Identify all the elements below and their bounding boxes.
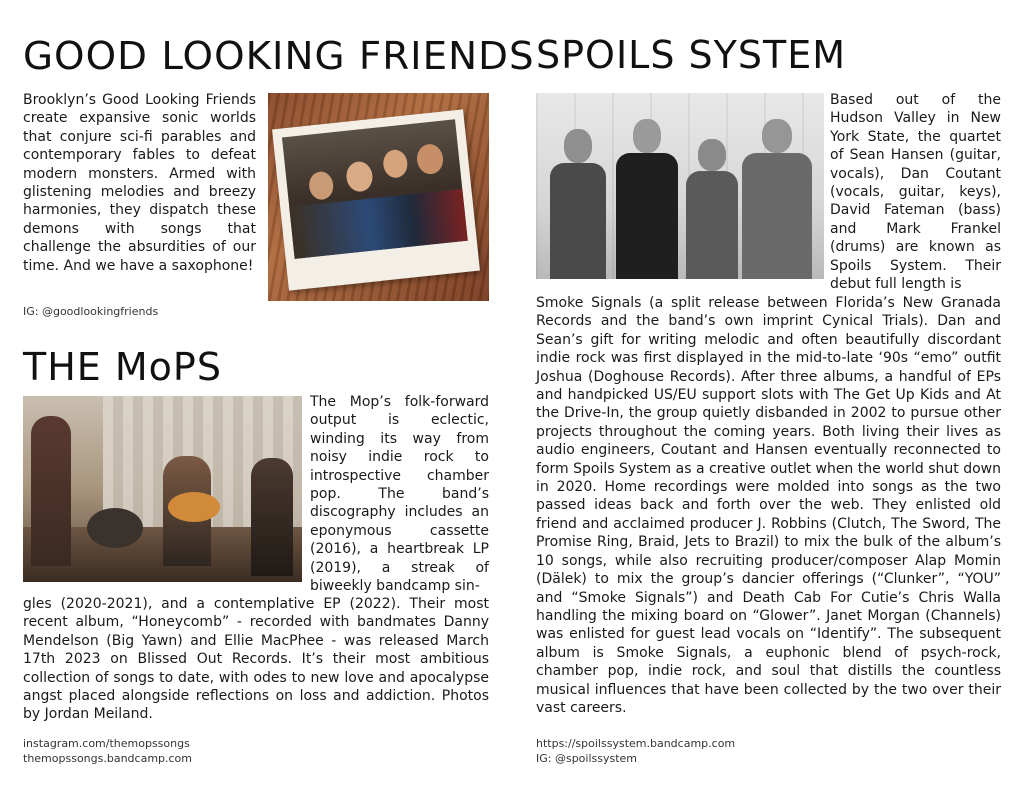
band-member-face [382, 149, 409, 179]
band-member-face [345, 160, 374, 193]
band-member-head [698, 139, 726, 171]
the-mops-title: THE MoPS [23, 345, 222, 389]
good-looking-friends-photo [268, 93, 489, 301]
good-looking-friends-instagram: IG: @goodlookingfriends [23, 305, 159, 318]
the-mops-bandcamp-link[interactable]: themopssongs.bandcamp.com [23, 752, 193, 765]
the-mops-body: gles (2020-2021), and a contemplative EP (2022). Their most recent album, “Honeycomb” - recorded with bandmates Danny Mendelson (Big Yawn) and Ellie MacPhee - was released March 17th 2023 on Blissed Out Records. It’s their most ambitious collection of songs to date, with odes to new love and apocalypse angst placed alongside reflections on loss and addiction. Photos by Jordan Meiland. [23, 596, 489, 723]
spoils-system-bandcamp-link[interactable]: https://spoilssystem.bandcamp.com [536, 737, 736, 750]
band-member-head [762, 119, 792, 153]
band-clothing [289, 189, 467, 259]
band-member-head [633, 119, 661, 153]
spoils-system-links [536, 736, 735, 766]
band-member-body [742, 153, 812, 279]
band-member-figure [616, 119, 678, 279]
band-member-face [416, 143, 445, 176]
violinist-figure [31, 416, 71, 566]
band-member-figure [742, 119, 812, 279]
the-mops-instagram-link[interactable]: instagram.com/themopssongs [23, 737, 190, 750]
bassist-figure [251, 458, 293, 576]
spoils-system-instagram-link[interactable]: IG: @spoilssystem [536, 752, 638, 765]
acoustic-guitar [168, 492, 220, 522]
polaroid-print [272, 109, 480, 290]
band-member-head [564, 129, 592, 163]
band-member-body [686, 171, 738, 279]
the-mops-photo [23, 396, 302, 582]
spoils-system-body: Smoke Signals (a split release between Florida’s New Granada Records and the band’s own imprint Cynical Trials). Dan and Sean’s gift for writing melodic and often beautifully discordant indie rock was first displayed in the mid-to-late ‘90s “emo” outfit Joshua (Doghouse Records). After three albums, a handful of EPs and handpicked US/EU support slots with The Get Up Kids and At the Drive-In, the group quietly disbanded in 2002 to pursue other projects throughout the coming years. Both living their lives as audio engineers, Coutant and Hansen eventually reconnected to form Spoils System as a creative outlet when the world shut down in 2020. Home recordings were molded into songs as the two passed ideas back and forth over the web. They enlisted old friend and acclaimed producer J. Robbins (Clutch, The Sword, The Promise Ring, Braid, Jets to Brazil) to mix the bulk of the album’s 10 songs, while also recruiting producer/composer Alap Momin (Dälek) to mix the group’s dancier offerings (“Clunker”, “YOU” and “Smoke Signals”) and Death Cab For Cutie’s Chris Walla handling the mixing board on “Glower”. Janet Morgan (Channels) was enlisted for guest lead vocals on “Identify”. The subsequent album is Smoke Signals, a euphonic blend of psych-rock, chamber pop, indie rock, and soul that distills the countless musical influences that have been collected by the two over their vast careers. [536, 295, 1001, 716]
spoils-system-photo [536, 93, 824, 279]
good-looking-friends-body: Brooklyn’s Good Looking Friends create expansive sonic worlds that conjure sci-fi parables and contemporary fables to defeat modern monsters. Armed with glistening melodies and breezy harmonies, they dispatch these demons with songs that challenge the absurdities of our time. And we have a saxophone! [23, 92, 256, 274]
band-member-figure [686, 139, 738, 279]
polaroid-image [282, 119, 468, 259]
the-mops-body-side: The Mop’s folk-forward output is eclectic, winding its way from noisy indie rock to introspective chamber pop. The band’s discography includes an eponymous cassette (2016), a heartbreak LP (2019), a streak of biweekly bandcamp sin- [310, 394, 489, 595]
spoils-system-title: SPOILS SYSTEM [536, 33, 846, 77]
band-member-body [616, 153, 678, 279]
band-member-figure [550, 129, 606, 279]
good-looking-friends-title: GOOD LOOKING FRIENDS [23, 34, 535, 78]
the-mops-links [23, 736, 192, 766]
band-member-body [550, 163, 606, 279]
spoils-system-body-side: Based out of the Hudson Valley in New York State, the quartet of Sean Hansen (guitar, vocals), Dan Coutant (vocals, guitar, keys), David Fateman (bass) and Mark Frankel (drums) are known as Spoils System. Their debut full length is [830, 92, 1001, 293]
drum-kit [87, 508, 143, 548]
band-member-face [308, 170, 335, 200]
